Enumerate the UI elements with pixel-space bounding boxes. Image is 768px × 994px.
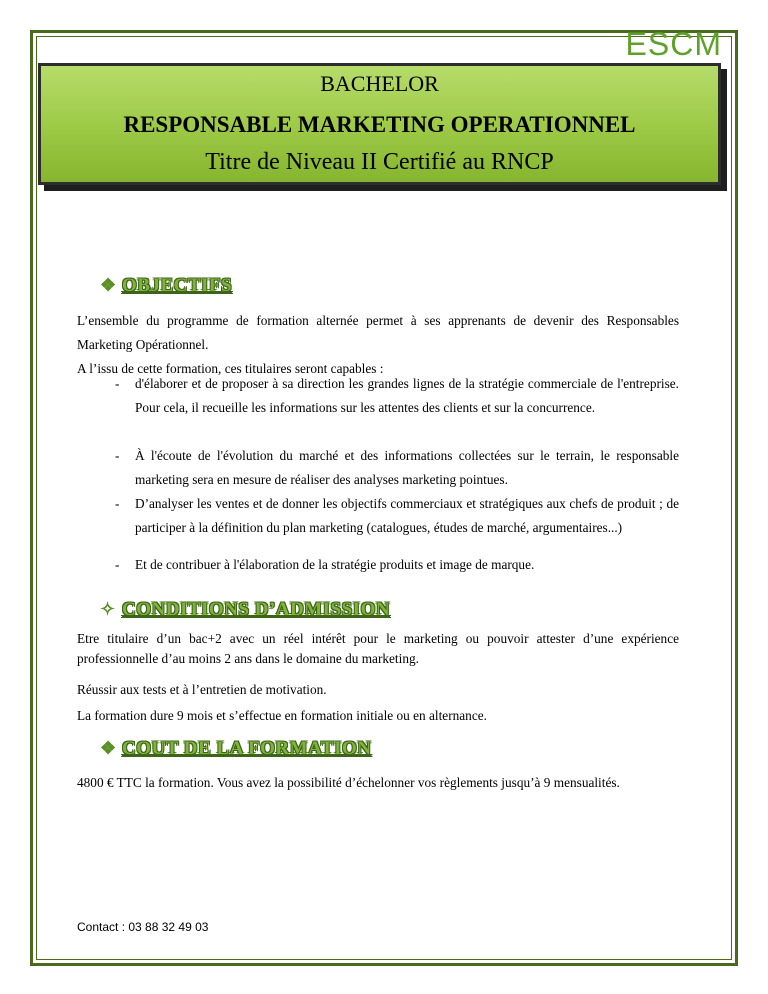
dash-bullet-icon: - — [115, 496, 120, 511]
section-heading-text: OBJECTIFS — [122, 275, 233, 296]
admission-paragraph-1: Etre titulaire d’un bac+2 avec un réel intérêt pour le marketing ou pouvoir attester d’une expérience professionnelle d’au moins 2 ans dans le domaine du marketing. — [77, 631, 679, 666]
dash-bullet-icon: - — [115, 557, 120, 572]
section-heading-text: COUT DE LA FORMATION — [122, 738, 372, 759]
contact-phone: Contact : 03 88 32 49 03 — [77, 920, 209, 934]
list-item — [77, 492, 679, 540]
diamond-outline-bullet-icon: ✧ — [100, 599, 116, 619]
brand-logo-text: ESCM — [625, 26, 722, 62]
section-heading-text: CONDITIONS D’ADMISSION — [122, 599, 391, 620]
admission-paragraph-3: La formation dure 9 mois et s’effectue en formation initiale ou en alternance. — [77, 708, 487, 723]
banner-title: RESPONSABLE MARKETING OPERATIONNEL — [123, 112, 636, 137]
section-heading-admission — [100, 599, 390, 621]
section-heading-cout — [100, 738, 371, 760]
diamond-bullet-icon: ❖ — [100, 275, 117, 295]
cout-paragraph: 4800 € TTC la formation. Vous avez la possibilité d’échelonner vos règlements jusqu’à 9 mensualités. — [77, 775, 620, 790]
list-item-text: À l'écoute de l'évolution du marché et des informations collectées sur le terrain, le responsable marketing sera en mesure de réaliser des analyses marketing pointues. — [135, 448, 679, 487]
list-item-text: D’analyser les ventes et de donner les objectifs commerciaux et stratégiques aux chefs de produit ; de participer à la définition du plan marketing (catalogues, études de marché, argumentaires...) — [135, 496, 679, 535]
section-heading-objectifs — [100, 275, 232, 297]
dash-bullet-icon: - — [115, 448, 120, 463]
list-item — [77, 444, 679, 492]
dash-bullet-icon: - — [115, 376, 120, 391]
list-item — [77, 372, 679, 420]
admission-paragraph-2: Réussir aux tests et à l’entretien de motivation. — [77, 682, 327, 697]
list-item — [77, 553, 679, 577]
list-item-text: d'élaborer et de proposer à sa direction les grandes lignes de la stratégie commerciale de l'entreprise. Pour cela, il recueille les informations sur les attentes des clients et sur la concurrence. — [135, 376, 679, 415]
banner-program: BACHELOR — [320, 71, 439, 96]
banner-subtitle: Titre de Niveau II Certifié au RNCP — [205, 149, 554, 175]
list-item-text: Et de contribuer à l'élaboration de la stratégie produits et image de marque. — [135, 557, 535, 572]
diamond-bullet-icon: ❖ — [100, 738, 117, 758]
title-banner — [38, 63, 721, 185]
objectifs-intro: L’ensemble du programme de formation alternée permet à ses apprenants de devenir des Responsables Marketing Opérationnel. — [77, 313, 679, 352]
objectifs-lead: A l’issu de cette formation, ces titulaires seront capables : — [77, 361, 384, 376]
